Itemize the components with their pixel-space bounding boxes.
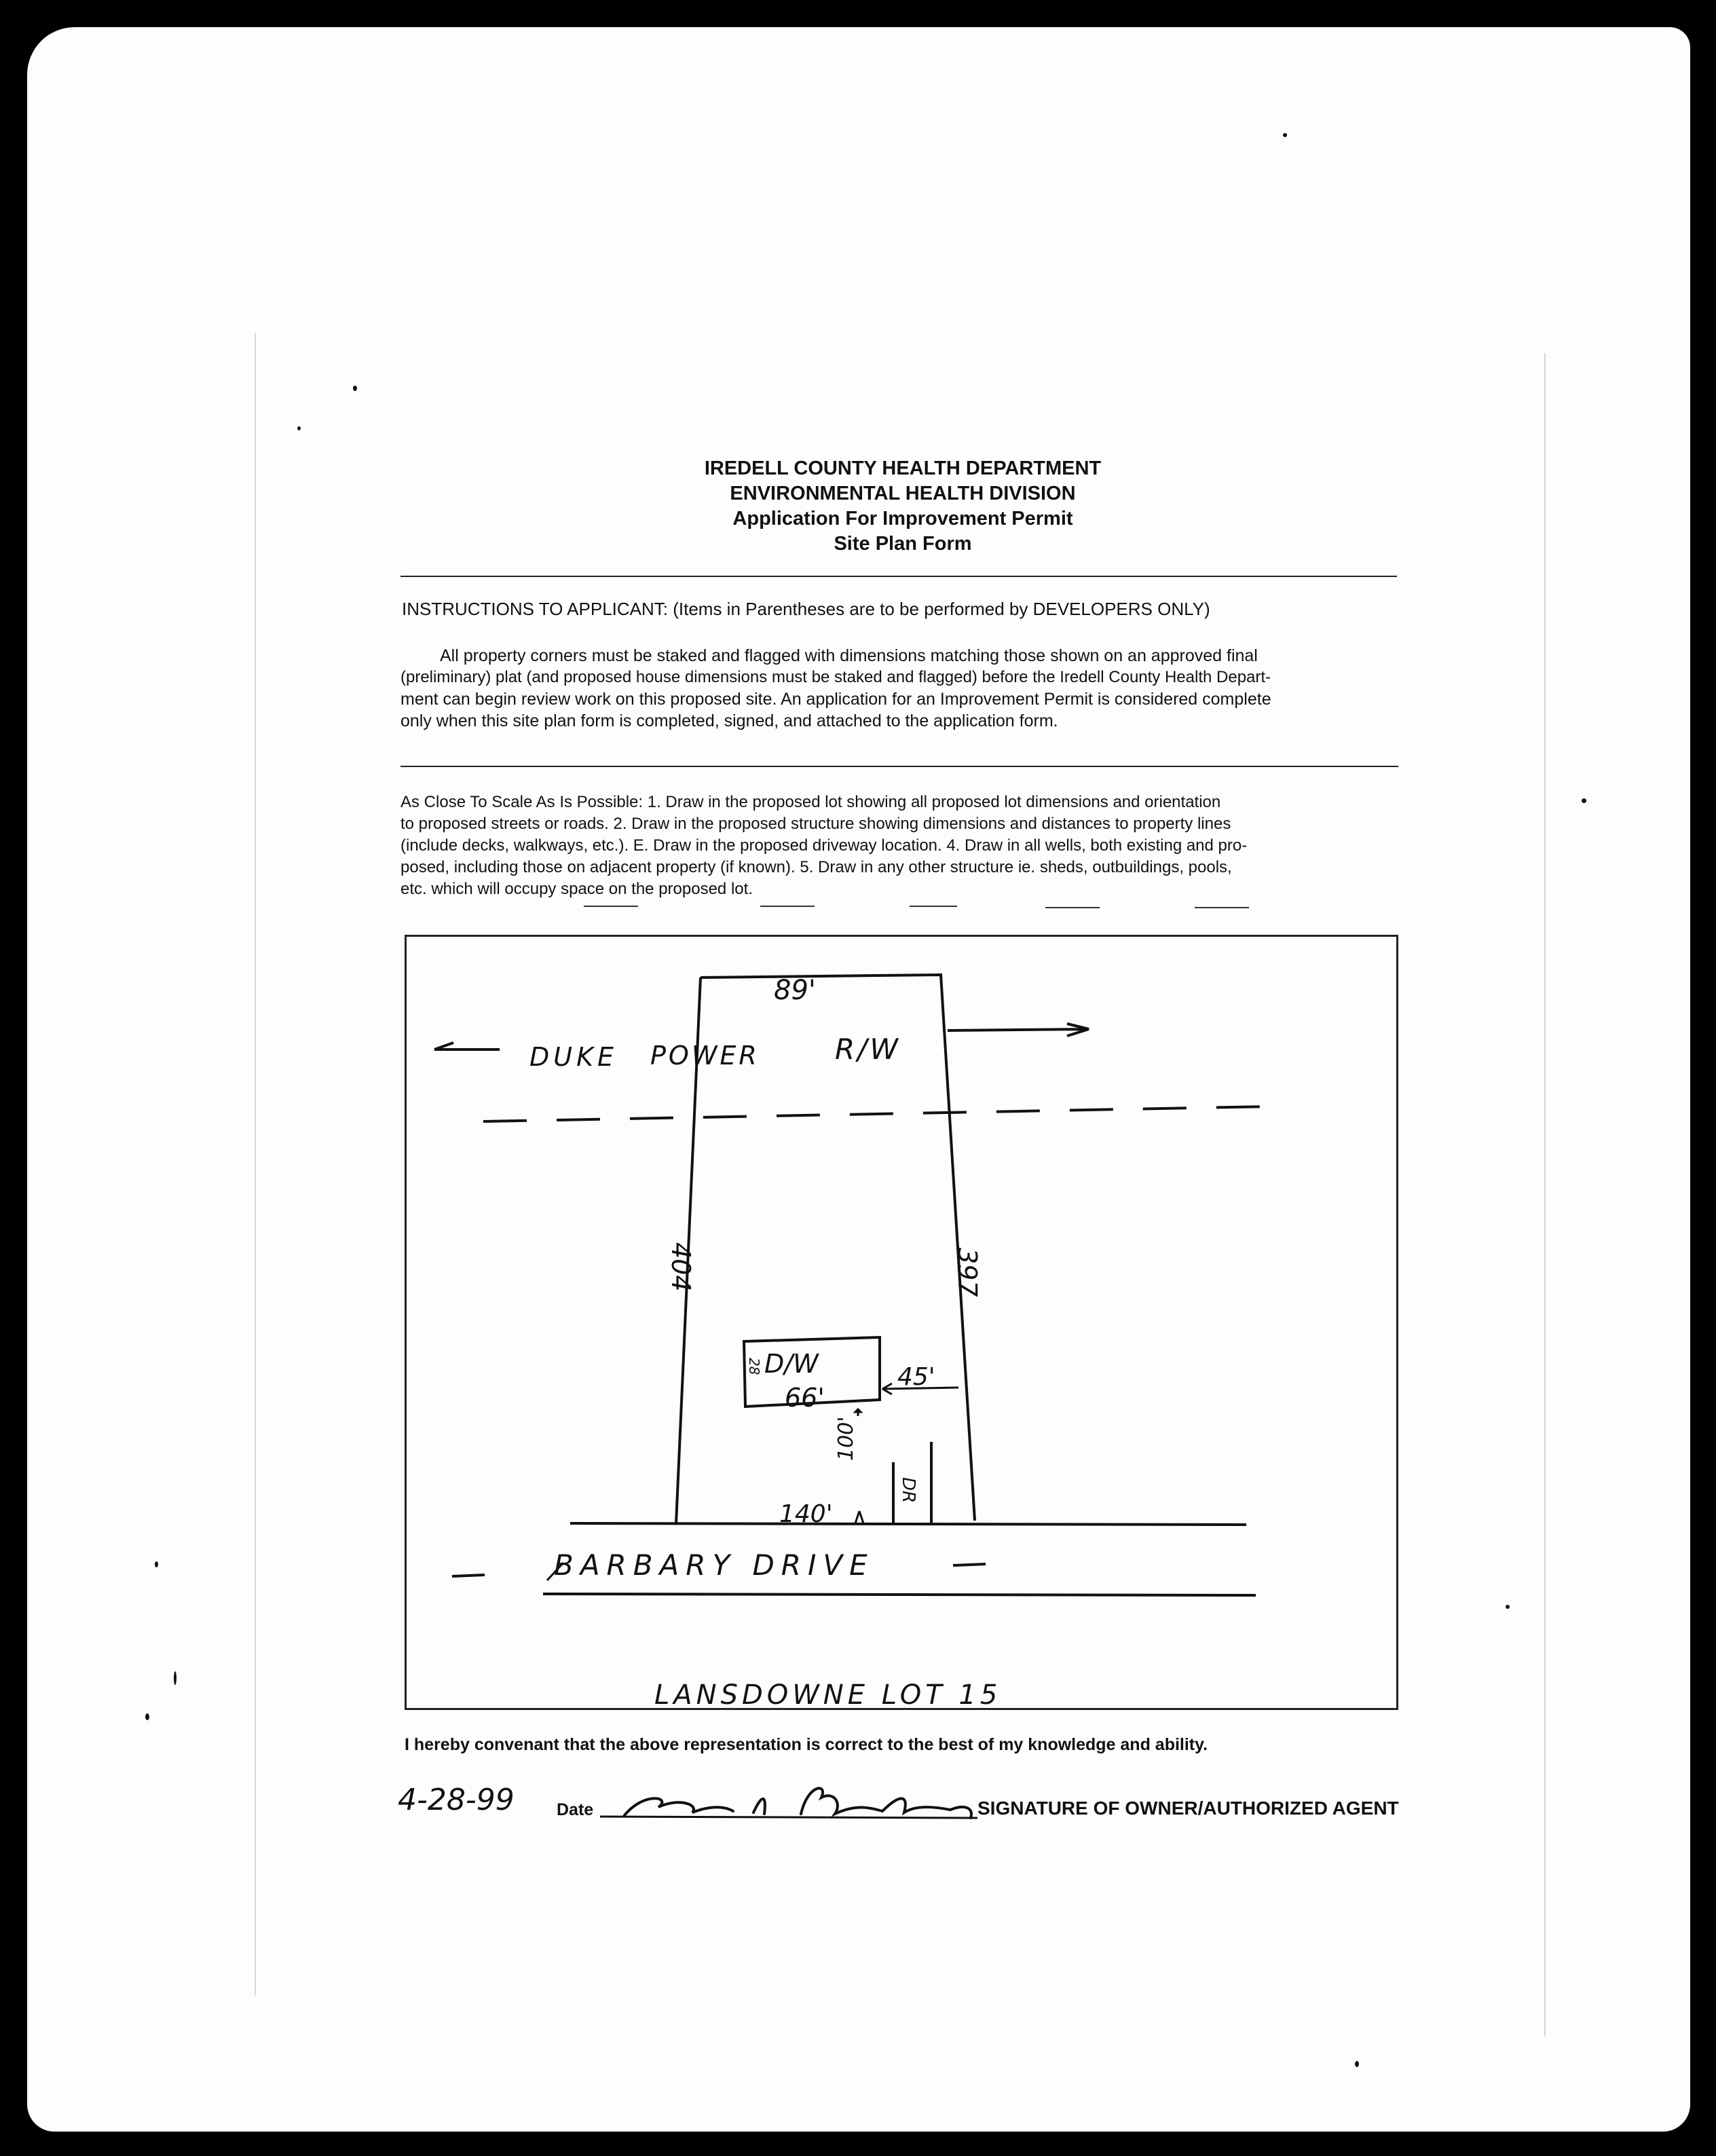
form-title: Site Plan Form <box>834 533 972 555</box>
date-label: Date <box>557 1800 594 1819</box>
scale-line: posed, including those on adjacent property (if known). 5. Draw in any other structure ie. sheds, outbuildings, pools, <box>400 858 1232 876</box>
certification-statement: I hereby convenant that the above representation is correct to the best of my knowledge and ability. <box>405 1735 1208 1754</box>
easement-label-rw: R/W <box>835 1033 901 1066</box>
instructions-line: ment can begin review work on this proposed site. An application for an Improvement Permit is considered complete <box>400 690 1271 709</box>
form-type: Application For Improvement Permit <box>732 508 1073 529</box>
house-depth-label: 28 <box>746 1358 762 1375</box>
easement-label-duke: DUKE <box>529 1042 618 1072</box>
instructions-heading: INSTRUCTIONS TO APPLICANT: (Items in Parentheses are to be performed by DEVELOPERS ONLY) <box>402 599 1210 619</box>
scale-line: to proposed streets or roads. 2. Draw in the proposed structure showing dimensions and distances to property lines <box>400 815 1231 833</box>
date-value: 4-28-99 <box>398 1783 515 1817</box>
instructions-line: All property corners must be staked and flagged with dimensions matching those shown on an approved final <box>440 646 1258 665</box>
frontage-label: 140' <box>779 1500 833 1528</box>
left-side-dimension: 404 <box>666 1242 696 1292</box>
street-edge-top <box>570 1523 1246 1525</box>
scale-line: etc. which will occupy space on the proposed lot. <box>400 880 753 898</box>
house-type-label: D/W <box>764 1349 819 1379</box>
handwritten-signature <box>597 1777 977 1832</box>
driveway-label: DR <box>898 1477 918 1504</box>
house-width-label: 66' <box>785 1383 825 1413</box>
signature-row <box>394 1777 1412 1832</box>
lot-label: LANSDOWNE LOT 15 <box>654 1679 1002 1711</box>
department-name: IREDELL COUNTY HEALTH DEPARTMENT <box>704 458 1102 479</box>
instructions-line: (preliminary) plat (and proposed house dimensions must be staked and flagged) before the Iredell County Health Depart- <box>400 668 1271 686</box>
right-side-dimension: 397 <box>952 1248 982 1297</box>
signature-label: SIGNATURE OF OWNER/AUTHORIZED AGENT <box>977 1798 1399 1819</box>
scale-line: As Close To Scale As Is Possible: 1. Draw in the proposed lot showing all proposed lot dimensions and orientation <box>400 793 1221 811</box>
front-setback-arrow-bottom <box>855 1511 863 1523</box>
front-setback-arrow <box>855 1409 861 1416</box>
street-edge-bottom <box>543 1594 1256 1595</box>
division-name: ENVIRONMENTAL HEALTH DIVISION <box>730 483 1076 504</box>
instructions-line: only when this site plan form is completed, signed, and attached to the application form. <box>400 711 1058 730</box>
easement-arrow-right <box>948 1024 1089 1036</box>
easement-arrow-left <box>434 1043 500 1049</box>
street-name-label: BARBARY DRIVE <box>554 1548 874 1582</box>
front-setback-label: 100' <box>834 1416 858 1461</box>
top-dimension-label: 89' <box>774 975 816 1006</box>
easement-label-power: POWER <box>650 1041 760 1071</box>
side-setback-label: 45' <box>897 1363 935 1391</box>
easement-dashed-line <box>483 1107 1267 1121</box>
scale-line: (include decks, walkways, etc.). E. Draw in the proposed driveway location. 4. Draw in all wells, both existing and pro- <box>400 836 1248 855</box>
